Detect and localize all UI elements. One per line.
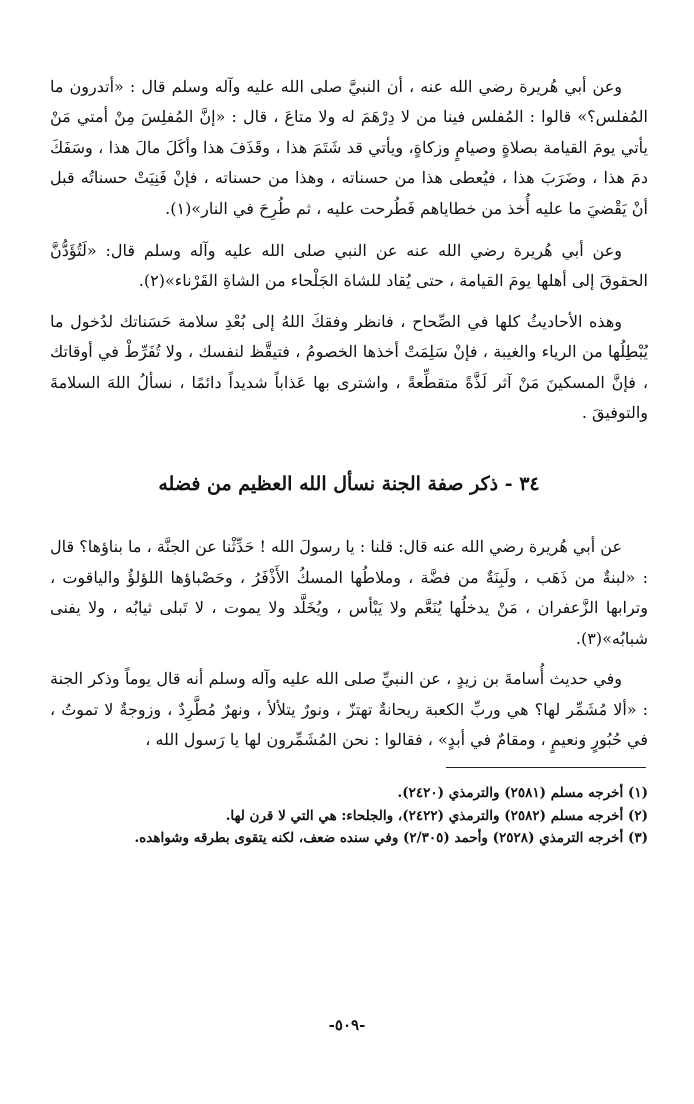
footnote-divider	[446, 767, 646, 768]
paragraph-paradise-hadith: عن أبي هُريرة رضي الله عنه قال: قلنا : يا رسولَ الله ! حَدِّثْنا عن الجنَّة ، ما بناؤها؟ قال : «لبنةٌ من ذَهَب ، ولَبِنَةٌ من فضَّة ، وملاطُها المسكُ الأَذْفَرُ ، وحَصْباؤها اللؤلؤُ والياقوت ، وترابها الزَّعفران ، مَنْ يدخلُها يُنَعَّم ولا يَبْأس ، ويُخَلَّد ولا يموت ، لا تَبلى ثيابُه ، ولا يفنى شبابُه»(٣).	[50, 537, 648, 648]
footnotes	[50, 782, 648, 850]
page-number: -٥٠٩-	[328, 1016, 366, 1034]
paragraph-usama-hadith: وفي حديث أُسامةَ بن زيدٍ ، عن النبيِّ صلى الله عليه وآله وسلم أنه قال يوماً وذكر الجنة : «ألا مُشَمِّر لها؟ هي وربِّ الكعبة ريحانةٌ تهتزّ ، ونورٌ يتلألأ ، ونهرٌ مُطَّرِدٌ ، وزوجةٌ لا تموتُ ، في حُبُورٍ ونعيمٍ ، ومقامٌ في أبدٍ» ، فقالوا : نحن المُشَمِّرون لها يا رَسول الله ،	[50, 669, 648, 749]
footnote-1: (١) أخرجه مسلم (٢٥٨١) والترمذي (٢٤٢٠).	[397, 785, 648, 802]
footnote-2: (٢) أخرجه مسلم (٢٥٨٢) والترمذي (٢٤٢٢)، والجلحاء: هي التي لا قرن لها.	[225, 807, 648, 824]
section-heading: ٣٤ - ذكر صفة الجنة نسأل الله العظيم من فضله	[158, 473, 540, 496]
paragraph-rights-hadith: وعن أبي هُريرة رضي الله عنه عن النبي صلى الله عليه وآله وسلم قال: «لَتُؤَدُّنَّ الحقوقَ إلى أهلها يومَ القيامة ، حتى يُقاد للشاة الجَلْحاء من الشاةِ القَرْناء»(٢).	[50, 241, 648, 291]
paragraph-commentary: وهذه الأحاديثُ كلها في الصِّحاح ، فانظر وفقكَ اللهُ إلى بُعْدِ سلامة حَسَناتك لدُخول ما يُبْطِلُها من الرياء والغيبة ، فإنْ سَلِمَتْ أخذها الخصومُ ، فتيقَّظ لنفسك ، ولا تُفَرِّطْ في أوقاتك ، فإنَّ المسكينَ مَنْ آثر لَذَّةً متقطِّعةً ، واشترى بها عَذاباً شديداً دائمًا ، نسألُ اللهَ السلامةَ والتوفيقَ .	[50, 311, 648, 423]
footnote-3: (٣) أخرجه الترمذي (٢٥٢٨) وأحمد (٢/٣٠٥) وفي سنده ضعف، لكنه يتقوى بطرقه وشواهده.	[134, 830, 648, 847]
paragraph-muflis-hadith: وعن أبي هُريرة رضي الله عنه ، أن النبيَّ صلى الله عليه وآله وسلم قال : «أتدرون ما المُفلس؟» قالوا : المُفلس فينا من لا دِرْهَمَ له ولا متاعَ ، قال : «إنَّ المُفلِسَ مِنْ أمتي مَنْ يأتي يومَ القيامة بصلاةٍ وصيامٍ وزكاةٍ، ويأتي قد شَتَمَ هذا ، وقَذَفَ هذا وأكَلَ مالَ هذا ، وسَفَكَ دمَ هذا ، وضَرَبَ هذا ، فيُعطى هذا من حسناته ، وهذا من حسناته ، فإنْ فَنِيَتْ حسناتُه قبل أنْ يَقْضيَ ما عليه أُخذ من خطاياهم فَطُرحت عليه ، ثم طُرِحَ في النار»(١).	[50, 77, 648, 218]
